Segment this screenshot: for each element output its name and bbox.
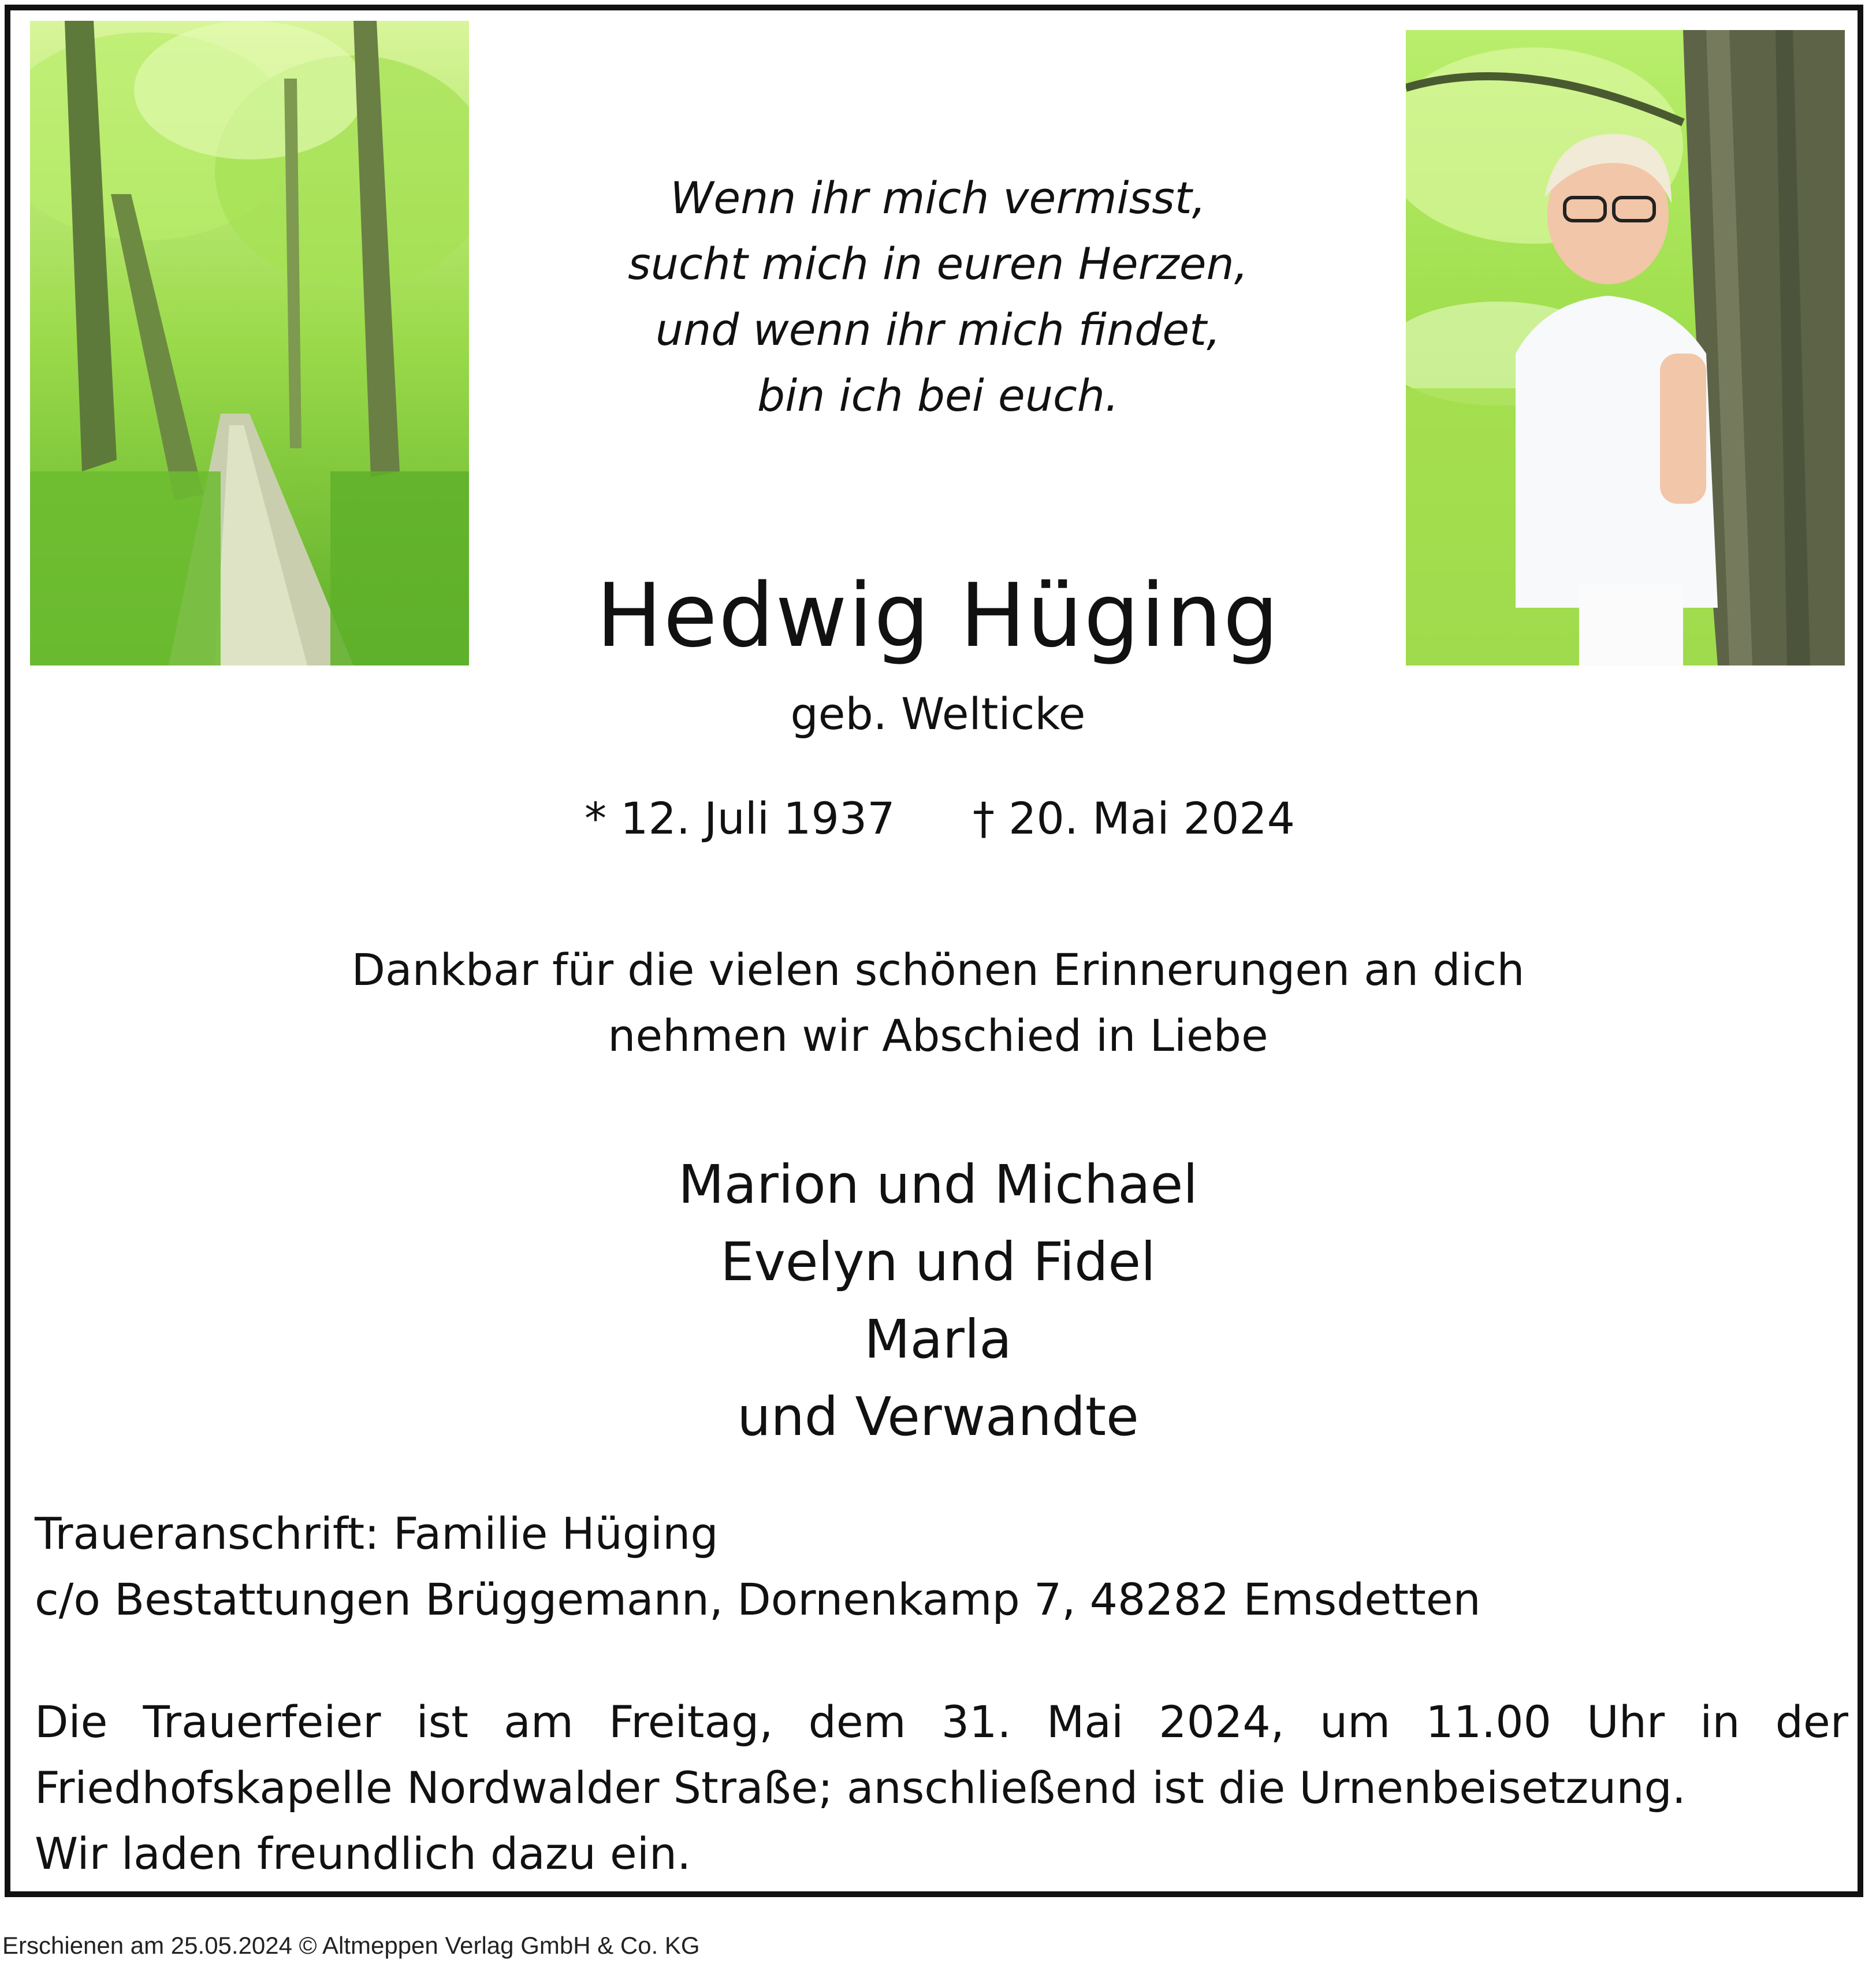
- funeral-service-info: [35, 1689, 1848, 1887]
- farewell-line-1: Dankbar für die vielen schönen Erinnerungen an dich: [351, 944, 1525, 995]
- life-dates: [0, 787, 1876, 850]
- birth-date: * 12. Juli 1937: [585, 793, 895, 844]
- farewell-text: [0, 937, 1876, 1069]
- mourning-address: [35, 1501, 1481, 1633]
- address-line-1: Traueranschrift: Familie Hüging: [35, 1508, 719, 1559]
- mourner-line-1: Marion und Michael: [678, 1154, 1198, 1215]
- deceased-name: Hedwig Hüging: [596, 564, 1280, 667]
- farewell-line-2: nehmen wir Abschied in Liebe: [608, 1010, 1268, 1061]
- service-line-3: Wir laden freundlich dazu ein.: [35, 1828, 691, 1879]
- mourner-line-3: Marla: [864, 1308, 1012, 1370]
- mourner-line-4: und Verwandte: [737, 1386, 1139, 1448]
- mourner-line-2: Evelyn und Fidel: [720, 1231, 1156, 1293]
- publication-footer: Erschienen am 25.05.2024 © Altmeppen Verlag GmbH & Co. KG: [2, 1932, 700, 1959]
- mourners-list: [0, 1146, 1876, 1456]
- poem-line-4: bin ich bei euch.: [757, 370, 1119, 421]
- service-line-2: Friedhofskapelle Nordwalder Straße; anschließend ist die Urnenbeisetzung.: [35, 1762, 1686, 1813]
- poem-line-1: Wenn ihr mich vermisst,: [670, 172, 1206, 224]
- poem-line-3: und wenn ihr mich findet,: [655, 304, 1221, 355]
- maiden-name: geb. Welticke: [790, 688, 1086, 739]
- death-date: † 20. Mai 2024: [973, 793, 1296, 844]
- service-line-1: Die Trauerfeier ist am Freitag, dem 31. Mai 2024, um 11.00 Uhr in der: [35, 1696, 1848, 1748]
- poem-line-2: sucht mich in euren Herzen,: [628, 238, 1248, 289]
- address-line-2: c/o Bestattungen Brüggemann, Dornenkamp 7, 48282 Emsdetten: [35, 1574, 1481, 1625]
- memorial-poem: [0, 165, 1876, 429]
